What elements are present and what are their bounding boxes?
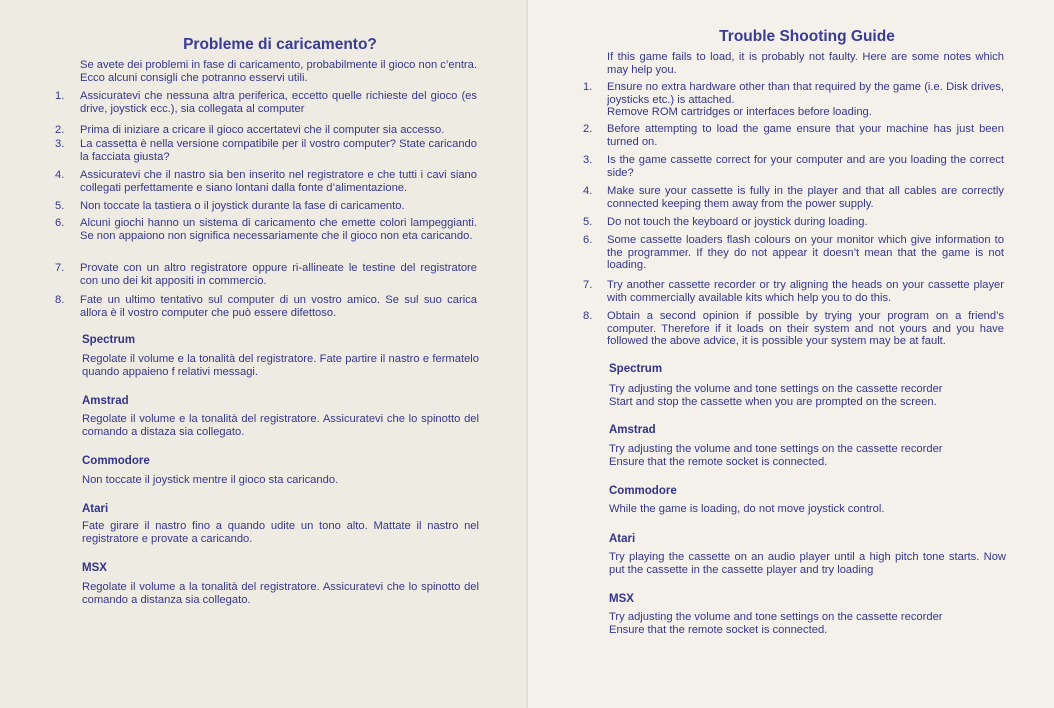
section-heading: Spectrum <box>609 363 663 375</box>
list-item-number: 4. <box>583 185 593 197</box>
section-text: Regolate il volume e la tonalità del registratore. Fate partire il nastro e fermatelo quando appaieno f relativi messagi. <box>82 353 479 378</box>
section-text: Regolate il volume a la tonalità del registratore. Assicuratevi che lo spinotto del comando a distanza sia collegato. <box>82 581 479 606</box>
section-text: While the game is loading, do not move joystick control. <box>609 503 885 515</box>
section-heading: Amstrad <box>82 395 129 407</box>
list-item-number: 3. <box>583 154 593 166</box>
list-item-text: Obtain a second opinion if possible by trying your program on a friend’s computer. Therefore if it loads on their system and not yours and you have followed the above advice, it is possible your system may be at fault. <box>607 310 1004 348</box>
list-item-text: Fate un ultimo tentativo sul computer di un vostro amico. Se sul suo carica allora è il vostro computer che può essere difettoso. <box>80 294 477 319</box>
list-item-text: Assicuratevi che nessuna altra periferica, eccetto quelle richieste del gioco (es drive, joystick ecc.), sia collegata al computer <box>80 90 477 115</box>
list-item-number: 6. <box>583 234 593 246</box>
list-item-text: Assicuratevi che il nastro sia ben inserito nel registratore e che tutti i cavi siano collegati perfettamente e siano lontani dalla fonte d’alimentazione. <box>80 169 477 194</box>
list-item-text: Alcuni giochi hanno un sistema di caricamento che emette colori lampeggianti. Se non appaiono non significa necessariamente che il gioco non eta caricando. <box>80 217 477 242</box>
list-item-number: 6. <box>55 217 65 229</box>
list-item-number: 7. <box>55 262 65 274</box>
list-item-number: 8. <box>55 294 65 306</box>
list-item-number: 2. <box>55 124 65 136</box>
page-title: Trouble Shooting Guide <box>719 28 895 45</box>
list-item-text: Do not touch the keyboard or joystick during loading. <box>607 216 868 228</box>
section-text: Try adjusting the volume and tone settings on the cassette recorder Start and stop the cassette when you are prompted on the screen. <box>609 383 943 408</box>
section-text: Regolate il volume e la tonalità del registratore. Assicuratevi che lo spinotto del comando a distaza sia collegato. <box>82 413 479 438</box>
list-item-number: 5. <box>583 216 593 228</box>
section-text: Try playing the cassette on an audio player until a high pitch tone starts. Now put the cassette in the cassette player and try loading <box>609 551 1006 576</box>
list-item-text: Is the game cassette correct for your computer and are you loading the correct side? <box>607 154 1004 179</box>
list-item-text: Before attempting to load the game ensure that your machine has just been turned on. <box>607 123 1004 148</box>
list-item-number: 2. <box>583 123 593 135</box>
section-text: Try adjusting the volume and tone settings on the cassette recorder Ensure that the remote socket is connected. <box>609 443 943 468</box>
intro-paragraph: If this game fails to load, it is probably not faulty. Here are some notes which may help you. <box>607 51 1004 76</box>
list-item-text: Try another cassette recorder or try aligning the heads on your cassette player with commercially available kits which help you to do this. <box>607 279 1004 304</box>
list-item-number: 8. <box>583 310 593 322</box>
list-item-number: 5. <box>55 200 65 212</box>
section-heading: Commodore <box>82 455 150 467</box>
section-heading: Amstrad <box>609 424 656 436</box>
list-item-number: 7. <box>583 279 593 291</box>
right-page-english <box>527 0 1054 708</box>
section-heading: Atari <box>609 533 636 545</box>
page-title: Probleme di caricamento? <box>183 36 377 53</box>
list-item-number: 1. <box>55 90 65 102</box>
section-text: Fate girare il nastro fino a quando udite un tono alto. Mattate il nastro nel registratore e provate a caricando. <box>82 520 479 545</box>
section-heading: Commodore <box>609 485 677 497</box>
list-item-text: Some cassette loaders flash colours on your monitor which give information to the programmer. If they do not appear it doesn’t mean that the game is not loading. <box>607 234 1004 272</box>
list-item-text: Make sure your cassette is fully in the player and that all cables are correctly connected keeping them away from the power supply. <box>607 185 1004 210</box>
list-item-text: La cassetta è nella versione compatibile per il vostro computer? State caricando la facciata giusta? <box>80 138 477 163</box>
section-text: Try adjusting the volume and tone settings on the cassette recorder Ensure that the remote socket is connected. <box>609 611 943 636</box>
section-heading: Atari <box>82 503 109 515</box>
page-fold <box>526 0 528 708</box>
list-item-text: Prima di iniziare a cricare il gioco accertatevi che il computer sia accesso. <box>80 124 445 136</box>
list-item-number: 3. <box>55 138 65 150</box>
list-item-number: 4. <box>55 169 65 181</box>
list-item-text: Provate con un altro registratore oppure ri-allineate le testine del registratore con uno dei kit appositi in commercio. <box>80 262 477 287</box>
list-item-text: Ensure no extra hardware other than that required by the game (i.e. Disk drives, joysticks etc.) is attached. Remove ROM cartridges or interfaces before loading. <box>607 81 1004 119</box>
list-item-text: Non toccate la tastiera o il joystick durante la fase di caricamento. <box>80 200 405 212</box>
section-heading: MSX <box>82 562 107 574</box>
section-heading: Spectrum <box>82 334 136 346</box>
section-heading: MSX <box>609 593 634 605</box>
list-item-number: 1. <box>583 81 593 93</box>
section-text: Non toccate il joystick mentre il gioco sta caricando. <box>82 474 339 486</box>
intro-paragraph: Se avete dei problemi in fase di caricamento, probabilmente il gioco non c’entra. Ecco alcuni consigli che potranno esservi utili. <box>80 59 477 84</box>
